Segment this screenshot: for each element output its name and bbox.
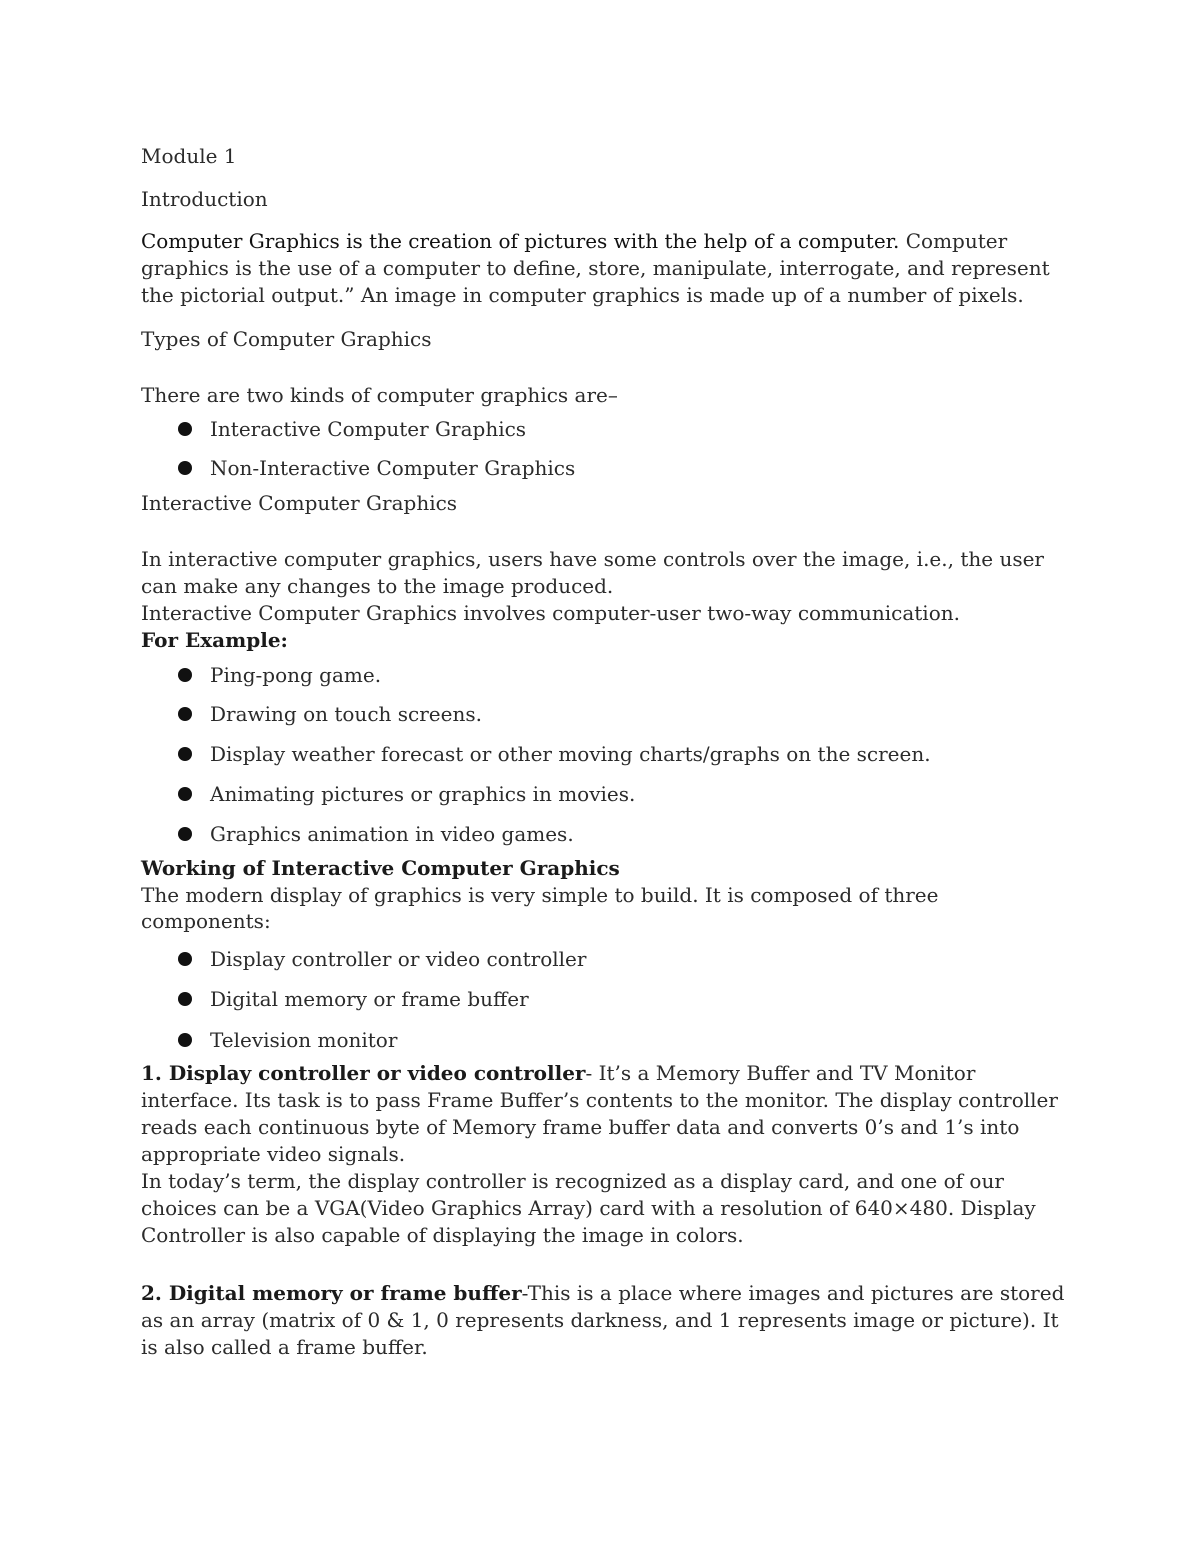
intro-rest: Computer graphics is the use of a computer to define, store, manipulate, interrogate, and represent the pictorial output.” An image in computer graphics is made up of a number of pixels.: [141, 229, 1050, 307]
bullet-icon: [178, 992, 192, 1006]
intro-lead-sentence: Computer Graphics is the creation of pictures with the help of a computer.: [141, 229, 900, 253]
component-list-item: Digital memory or frame buffer: [178, 986, 529, 1012]
kinds-list-item: Interactive Computer Graphics: [178, 416, 526, 442]
example-list-item: Ping-pong game.: [178, 662, 381, 688]
display-controller-label: 1. Display controller or video controller: [141, 1061, 586, 1085]
working-text: The modern display of graphics is very simple to build. It is composed of three components:: [141, 883, 939, 933]
bullet-icon: [178, 952, 192, 966]
bullet-icon: [178, 1033, 192, 1047]
example-list-item: Drawing on touch screens.: [178, 701, 482, 727]
component-list-item: Television monitor: [178, 1027, 397, 1053]
interactive-heading: Interactive Computer Graphics: [141, 491, 458, 515]
frame-buffer-paragraph: 2. Digital memory or frame buffer-This is a place where images and pictures are stored as an array (matrix of 0 & 1, 0 represents darkness, and 1 represents image or picture). It is also called a frame buffer.: [141, 1281, 1065, 1359]
bullet-icon: [178, 747, 192, 761]
frame-buffer-label: 2. Digital memory or frame buffer: [141, 1281, 522, 1305]
bullet-icon: [178, 422, 192, 436]
kinds-intro: There are two kinds of computer graphics are–: [141, 383, 618, 407]
bullet-icon: [178, 787, 192, 801]
bullet-icon: [178, 827, 192, 841]
component-list-item: Display controller or video controller: [178, 946, 586, 972]
bullet-icon: [178, 461, 192, 475]
example-list-item: Graphics animation in video games.: [178, 821, 574, 847]
bullet-icon: [178, 668, 192, 682]
display-controller-paragraph: 1. Display controller or video controller- It’s a Memory Buffer and TV Monitor interface. Its task is to pass Frame Buffer’s contents to the monitor. The display controller reads each continuous byte of Memory frame buffer data and converts 0’s and 1’s into appropriate video signals. In today’s term, the display controller is recognized as a display card, and one of our choices can be a VGA(Video Graphics Array) card with a resolution of 640×480. Display Controller is also capable of displaying the image in colors.: [141, 1061, 1058, 1247]
intro-heading: Introduction: [141, 187, 268, 211]
intro-paragraph: [141, 228, 1071, 309]
example-list-item: Animating pictures or graphics in movies.: [178, 781, 635, 807]
example-list-item: Display weather forecast or other moving charts/graphs on the screen.: [178, 741, 931, 767]
example-heading: For Example:: [141, 628, 288, 652]
kinds-list-item: Non-Interactive Computer Graphics: [178, 455, 575, 481]
types-heading: Types of Computer Graphics: [141, 327, 432, 351]
module-title: Module 1: [141, 144, 237, 168]
interactive-paragraph: In interactive computer graphics, users have some controls over the image, i.e., the user can make any changes to the image produced. Interactive Computer Graphics involves computer-user two-way communication.: [141, 547, 1044, 625]
bullet-icon: [178, 707, 192, 721]
working-heading: Working of Interactive Computer Graphics: [141, 856, 620, 880]
